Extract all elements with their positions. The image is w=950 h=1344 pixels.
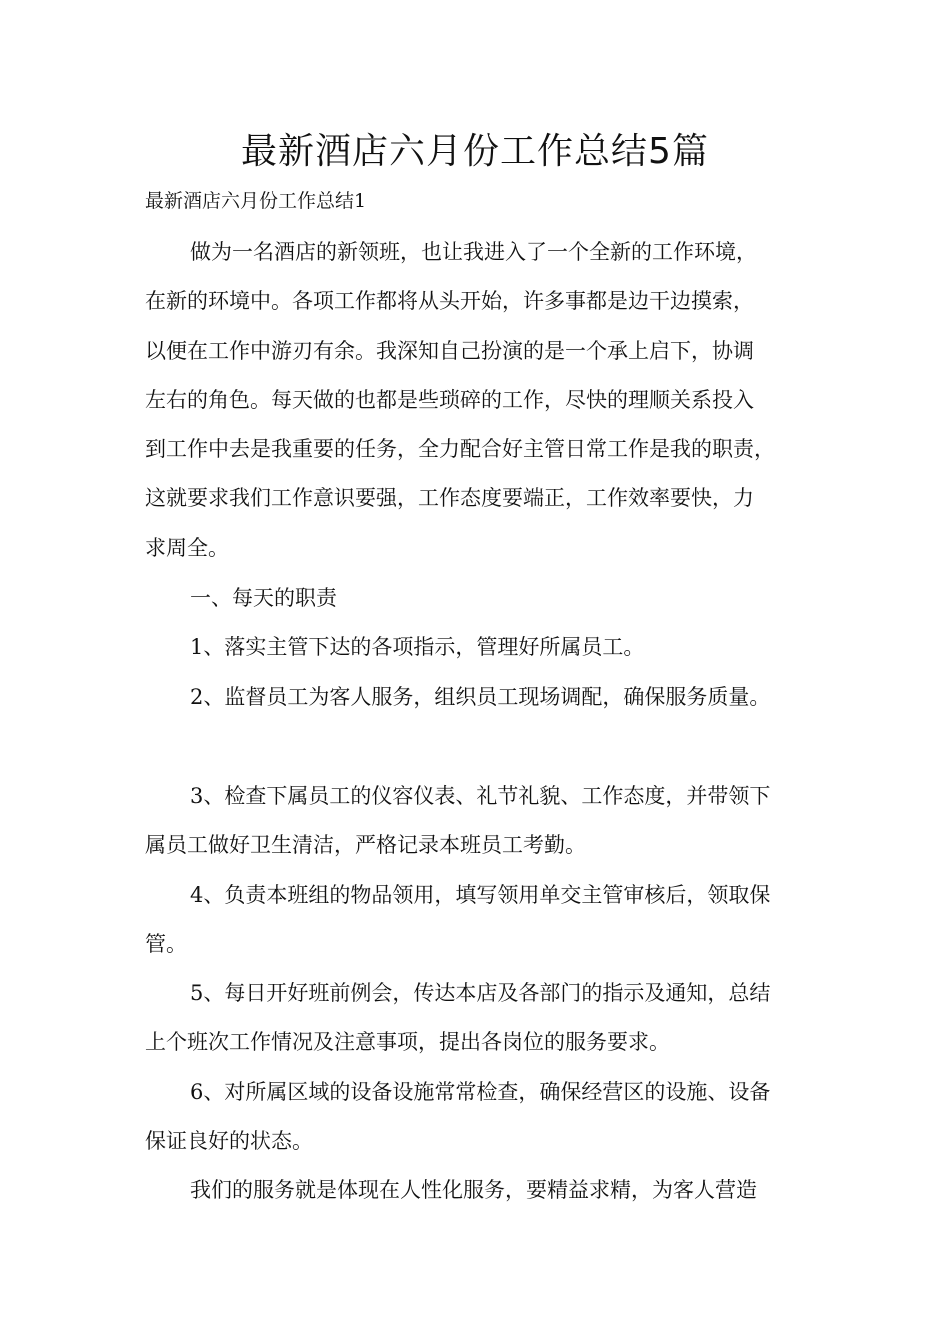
list-item: 2、监督员工为客人服务，组织员工现场调配，确保服务质量。 bbox=[190, 684, 771, 709]
paragraph-line: 左右的角色。每天做的也都是些琐碎的工作，尽快的理顺关系投入 bbox=[145, 387, 754, 412]
list-item: 5、每日开好班前例会，传达本店及各部门的指示及通知，总结 bbox=[190, 981, 771, 1006]
intro-paragraph bbox=[145, 228, 820, 573]
paragraph-line: 我们的服务就是体现在人性化服务，要精益求精，为客人营造 bbox=[190, 1178, 757, 1203]
list-item-continuation: 保证良好的状态。 bbox=[145, 1129, 313, 1154]
page-title: 最新酒店六月份工作总结5篇 bbox=[241, 131, 709, 172]
paragraph-line: 这就要求我们工作意识要强，工作态度要端正，工作效率要快，力 bbox=[145, 486, 754, 511]
list-item-continuation: 管。 bbox=[145, 931, 187, 956]
paragraph-line: 以便在工作中游刃有余。我深知自己扮演的是一个承上启下，协调 bbox=[145, 338, 754, 363]
list-item: 1、落实主管下达的各项指示，管理好所属员工。 bbox=[190, 635, 645, 660]
section-heading: 一、每天的职责 bbox=[190, 586, 337, 610]
paragraph-line: 到工作中去是我重要的任务，全力配合好主管日常工作是我的职责， bbox=[145, 437, 775, 462]
subtitle: 最新酒店六月份工作总结1 bbox=[145, 190, 367, 212]
paragraph-line: 做为一名酒店的新领班，也让我进入了一个全新的工作环境， bbox=[190, 240, 757, 264]
list-item-continuation: 属员工做好卫生清洁，严格记录本班员工考勤。 bbox=[145, 833, 586, 858]
duties-section-top bbox=[145, 574, 820, 722]
list-item-continuation: 上个班次工作情况及注意事项，提出各岗位的服务要求。 bbox=[145, 1030, 670, 1055]
list-item: 4、负责本班组的物品领用，填写领用单交主管审核后，领取保 bbox=[190, 882, 771, 907]
paragraph-line: 在新的环境中。各项工作都将从头开始，许多事都是边干边摸索， bbox=[145, 289, 754, 314]
paragraph-line: 求周全。 bbox=[145, 535, 229, 560]
duties-section-bottom bbox=[145, 772, 820, 1216]
list-item: 3、检查下属员工的仪容仪表、礼节礼貌、工作态度，并带领下 bbox=[190, 784, 771, 808]
list-item: 6、对所属区域的设备设施常常检查，确保经营区的设施、设备 bbox=[190, 1079, 771, 1104]
